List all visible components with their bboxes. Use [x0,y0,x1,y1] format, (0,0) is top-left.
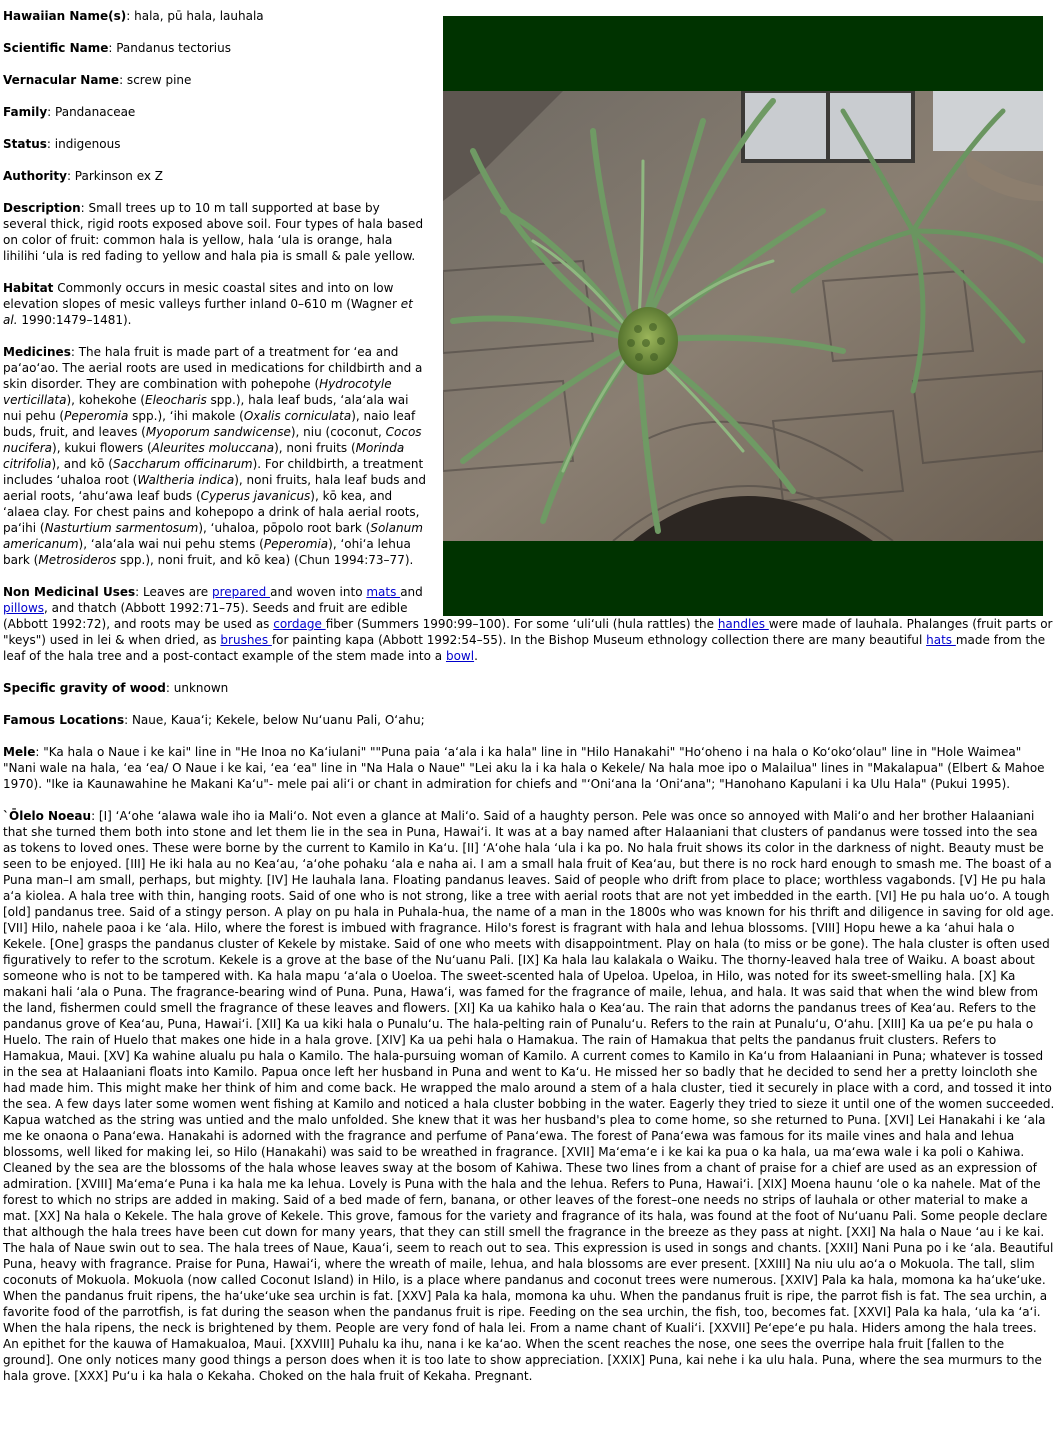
field-label: Hawaiian Name(s) [3,9,127,23]
species-name: Cocos nucifera [3,425,422,455]
pandanus-image [443,91,1043,541]
species-name: Metrosideros [38,553,117,567]
text-run: spp.), hala leaf buds, ʻalaʻala wai nui pehu ( [3,393,409,423]
text-run: ), noni fruits ( [274,441,356,455]
field-label: Status [3,137,47,151]
field-value: : Small trees up to 10 m tall supported at base by several thick, rigid roots exposed above soil. Four types of hala based on color of fruit: common hala is yellow, hala ʻula is orange, hala lihilihi ʻula is red fading to yellow and hala pia is small & pale yellow. [3,201,424,263]
field-label: Specific gravity of wood [3,681,166,695]
field-value: : screw pine [119,73,192,87]
field-value: : Pandanaceae [47,105,136,119]
species-name: Oxalis corniculata [243,409,352,423]
species-name: Solanum americanum [3,521,423,551]
field-value: : Pandanus tectorius [108,41,231,55]
species-name: Aleurites moluccana [151,441,275,455]
species-name: Peperomia [263,537,329,551]
species-name: Cyperus javanicus [200,489,311,503]
species-name: Waltheria indica [137,473,235,487]
field-label: Famous Locations [3,713,125,727]
text-run: and woven into [270,585,367,599]
field-value: : "Ka hala o Naue i ke kai" line in "He Inoa no Kaʻiulani" ""Puna paia ʻaʻala i ka hala" line in "Hilo Hanakahi" "Hoʻoheno i na hala o Koʻokoʻolau" line in "Hole Waimea" "Nani wale na hala, ʻea ʻea/ O Naue i ke kai, ʻea ʻea" line in "Na Hala o Naue" "Lei aku la i ka hala o Kekele/ Na hala moe ipo o Malailua" lines in "Makalapua" (Elbert & Mahoe 1970). "Ike ia Kaunawahine he Makani Kaʻu"- mele pai aliʻi or chant in admiration for chiefs and "ʻOniʻana la ʻOniʻana"; "Hanohano Kapulani i ka Ulu Hala" (Pukui 1995). [3,745,1045,791]
text-run: and [400,585,423,599]
link-prepared[interactable]: prepared [211,585,271,599]
field-label: Medicines [3,345,71,359]
species-name: Hydrocotyle verticillata [3,377,392,407]
text-run: spp.), ʻihi makole ( [128,409,244,423]
link-cordage[interactable]: cordage [273,617,326,631]
text-run: made from the leaf of the hala tree and a post-contact example of the stem made into a [3,633,1046,663]
field-label: Description [3,201,81,215]
field-value-italic: et al. [3,297,413,327]
famous-locations-field [3,712,1055,728]
link-bowl[interactable]: bowl [445,649,475,663]
text-run: ), noni fruits, hala leaf buds and aerial roots, ʻahuʻawa leaf buds ( [3,473,426,503]
field-label: Family [3,105,48,119]
mele-field [3,744,1055,792]
text-run: ), and kō ( [51,457,113,471]
field-label: Non Medicinal Uses [3,585,136,599]
species-name: Morinda citrifolia [3,441,405,471]
link-pillows[interactable]: pillows [3,601,45,615]
link-handles[interactable]: handles [717,617,769,631]
hala-tree-photo [443,16,1043,616]
field-label: Authority [3,169,67,183]
text-run: ). For childbirth, a treatment includes ʻuhaloa root ( [3,457,424,487]
specific-gravity-field [3,680,1055,696]
text-run: for painting kapa (Abbott 1992:54–55). In the Bishop Museum ethnology collection there are many beautiful [271,633,927,647]
text-run: ), kō kea, and ʻalaea clay. For chest pains and kohepopo a drink of hala aerial roots, paʻihi ( [3,489,420,535]
field-value: : unknown [165,681,229,695]
text-run: spp.), noni fruit, and kō kea) (Chun 1994:73–77). [116,553,414,567]
text-run: were made of lauhala. Phalanges (fruit parts or "keys") used in lei & when dried, as [3,617,1053,647]
field-value: : [I] ʻAʻohe ʻalawa wale iho ia Maliʻo. Not even a glance at Maliʻo. Said of a haughty person. Pele was once so annoyed with Maliʻo and her brother Halaaniani that she turned them both into stone and let them lie in the sea in Puna, Hawaiʻi. It was at a bay named after Halaaniani that clusters of pandanus were tossed into the sea as tokens to loved ones. These were borne by the current to Kamilo in Kaʻu. [II] ʻAʻohe hala ʻula i ka po. No hala fruit shows its color in the darkness of night. Beauty must be seen to be enjoyed. [III] He iki hala au no Keaʻau, ʻaʻohe pohaku ʻala e naha ai. I am a small hala fruit of Keaʻau, but there is no rock hard enough to smash me. The boast of a Puna man–I am small, perhaps, but mighty. [IV] He lauhala lana. Floating pandanus leaves. Said of people who drift from place to place; worthless vagabonds. [V] He pu hala aʻa kiolea. A hala tree with thin, hanging roots. Said of one who is not strong, like a tree with aerial roots that are not yet imbedded in the earth. [VI] He pu hala uoʻo. A tough [old] pandanus tree. Said of a stingy person. A play on pu hala in Puhala-hua, the name of a man in the 1800s who was known for his thrift and diligence in saving for old age. [VII] Hilo, nahele paoa i ke ʻala. Hilo, where the forest is imbued with fragrance. Hilo's forest is fragrant with hala and lehua blossoms. [VIII] Hopu hewe a ka ʻahui hala o Kekele. [One] grasps the pandanus cluster of Kekele by mistake. Said of one who meets with disappointment. Play on hala (to miss or be gone). The hala cluster is often used figuratively to refer to the scrotum. Kekele is a grove at the base of the Nuʻuanu Pali. [IX] Ka hala lau kalakala o Waiku. The thorny-leaved hala tree of Waiku. A boast about someone who is not to be tampered with. Ka hala mapu ʻaʻala o Uoeloa. The sweet-scented hala of Upeloa. Upeloa, in Hilo, was noted for its sweet-smelling hala. [X] Ka makani hali ʻala o Puna. The fragrance-bearing wind of Puna. Puna, Hawaʻi, was famed for the fragrance of maile, lehua, and hala. It was said that when the wind blew from the land, fishermen could smell the fragrance of these leaves and flowers. [XI] Ka ua kahiko hala o Keaʻau. The rain that adorns the pandanus trees of Keaʻau. Refers to the pandanus grove of Keaʻau, Puna, Hawaiʻi. [XII] Ka ua kiki hala o Punaluʻu. The hala-pelting rain of Punaluʻu. Refers to the rain at Punaluʻu, Oʻahu. [XIII] Ka ua peʻe pu hala o Huelo. The rain of Huelo that makes one hide in a hala grove. [XIV] Ka ua pehi hala o Hamakua. The rain of Hamakua that pelts the pandanus fruit clusters. Refers to Hamakua, Maui. [XV] Ka wahine alualu pu hala o Kamilo. The hala-pursuing woman of Kamilo. A current comes to Kamilo in Kaʻu from Halaaniani in Puna; whatever is tossed in the sea at Halaaniani floats into Kamilo. Papua once left her husband in Puna and went to Kaʻu. He missed her so badly that he decided to send her a pretty loincloth she had made him. This might make her think of him and come back. He wrapped the malo around a stem of a hala cluster, tied it securely in place with a cord, and tossed it into the sea. A few days later some women went fishing at Kamilo and noticed a hala cluster bobbing in the water. Eagerly they tried to sieze it until one of the women succeeded. Kapua watched as the string was untied and the malo unfolded. She knew that it was her husband's plea to come home, so she returned to Puna. [XVI] Lei Hanakahi i ke ʻala me ke onaona o Panaʻewa. Hanakahi is adorned with the fragrance and perfume of Panaʻewa. The forest of Panaʻewa was famous for its maile vines and hala and lehua blossoms, well liked for making lei, so Hilo (Hanakahi) was said to be wreathed in fragrance. [XVII] Maʻemaʻe i ke kai ka pua o ka hala, ua maʻewa wale i ka poli o Kahiwa. Cleaned by the sea are the blossoms of the hala whose leaves sway at the bosom of Kahiwa. These two lines from a chant of praise for a chief are used as an expression of admiration. [XVIII] Maʻemaʻe Puna i ka hala me ka lehua. Lovely is Puna with the hala and the lehua. Refers to Puna, Hawaiʻi. [XIX] Moena haunu ʻole o ka nahele. Mat of the forest to which no strips are added in making. Said of a bed made of fern, banana, or other leaves of the forest–one needs no strips of lauhala or other material to make a mat. [XX] Na hala o Kekele. The hala grove of Kekele. This grove, famous for the variety and fragrance of its hala, was found at the foot of Nuʻuanu Pali. Some people declare that although the hala trees have been cut down for many years, that they can still smell the fragrance in the breeze as they pass at night. [XXI] Na hala o Naue ʻau i ke kai. The hala of Naue swin out to sea. The hala trees of Naue, Kauaʻi, seem to reach out to sea. This expression is used in songs and chants. [XXII] Nani Puna po i ke ʻala. Beautiful Puna, heavy with fragrance. Praise for Puna, Hawaiʻi, where the wreath of maile, lehua, and hala blossoms are ever present. [XXIII] Na niu ulu aoʻa o Mokuola. The tall, slim coconuts of Mokuola. Mokuola (now called Coconut Island) in Hilo, is a place where pandanus and coconut trees were numerous. [XXIV] Pala ka hala, momona ka haʻukeʻuke. When the pandanus fruit ripens, the haʻukeʻuke sea urchin is fat. [XXV] Pala ka hala, momona ka uhu. When the pandanus fruit is ripe, the parrot fish is fat. The sea urchin, a favorite food of the parrotfish, is fat during the season when the pandanus fruit is ripe. Feeding on the sea urchin, the fish, too, becomes fat. [XXVI] Pala ka hala, ʻula ka ʻaʻi. When the hala ripens, the neck is brightened by them. People are very fond of hala lei. From a name chant of Kualiʻi. [XXVII] Peʻepeʻe pu hala. Hiders among the hala trees. An epithet for the kauwa of Hamakualoa, Maui. [XXVIII] Puhalu ka ihu, nana i ke kaʻao. When the scent reaches the nose, one sees the overripe hala fruit [fallen to the ground]. One only notices many good things a person does when it is too late to show appreciation. [XXIX] Puna, kai nehe i ka ulu hala. Puna, where the sea murmurs to the hala grove. [XXX] Puʻu i ka hala o Kekaha. Choked on the hala fruit of Kekaha. Pregnant. [3,809,1055,1383]
link-hats[interactable]: hats [926,633,956,647]
species-name: Eleocharis [144,393,207,407]
link-mats[interactable]: mats [366,585,401,599]
field-value: 1990:1479–1481). [17,313,132,327]
species-name: Myoporum sandwicense [145,425,291,439]
olelo-noeau-field [3,808,1055,1384]
field-value: : hala, pū hala, lauhala [126,9,264,23]
field-label: Mele [3,745,36,759]
text-run: ), ʻalaʻala wai nui pehu stems ( [78,537,264,551]
field-value: : Parkinson ex Z [66,169,164,183]
text-run: ), ʻuhaloa, pōpolo root bark ( [198,521,371,535]
field-label: Scientific Name [3,41,109,55]
text-run: ), kukui flowers ( [52,441,152,455]
link-brushes[interactable]: brushes [220,633,272,647]
text-run: ), naio leaf buds, fruit, and leaves ( [3,409,416,439]
text-run: , and thatch (Abbott 1992:71–75). Seeds and fruit are edible (Abbott 1992:72), and roots may be used as [3,601,408,631]
species-name: Peperomia [64,409,129,423]
text-run: fiber (Summers 1990:99–100). For some ʻuliʻuli (hula rattles) the [325,617,718,631]
text-run: : Leaves are [135,585,212,599]
text-run: ), kohekohe ( [66,393,145,407]
text-run: ), ʻohiʻa lehua bark ( [3,537,411,567]
field-value: : indigenous [46,137,121,151]
field-label: Vernacular Name [3,73,120,87]
medicines-text [3,345,426,567]
text-run: . [474,649,478,663]
plant-entry [3,0,1055,1400]
text-run: : The hala fruit is made part of a treatment for ʻea and paʻaoʻao. The aerial roots are used in medications for childbirth and a skin disorder. They are combination with pohepohe ( [3,345,423,391]
field-label: `Ōlelo Noeau [3,809,92,823]
field-value: : Naue, Kauaʻi; Kekele, below Nuʻuanu Pali, Oʻahu; [124,713,425,727]
text-run: ), niu (coconut, [290,425,386,439]
field-label: Habitat [3,281,54,295]
species-name: Saccharum officinarum [113,457,253,471]
species-name: Nasturtium sarmentosum [44,521,199,535]
field-value: Commonly occurs in mesic coastal sites and into on low elevation slopes of mesic valleys further inland 0–610 m (Wagner [3,281,401,311]
